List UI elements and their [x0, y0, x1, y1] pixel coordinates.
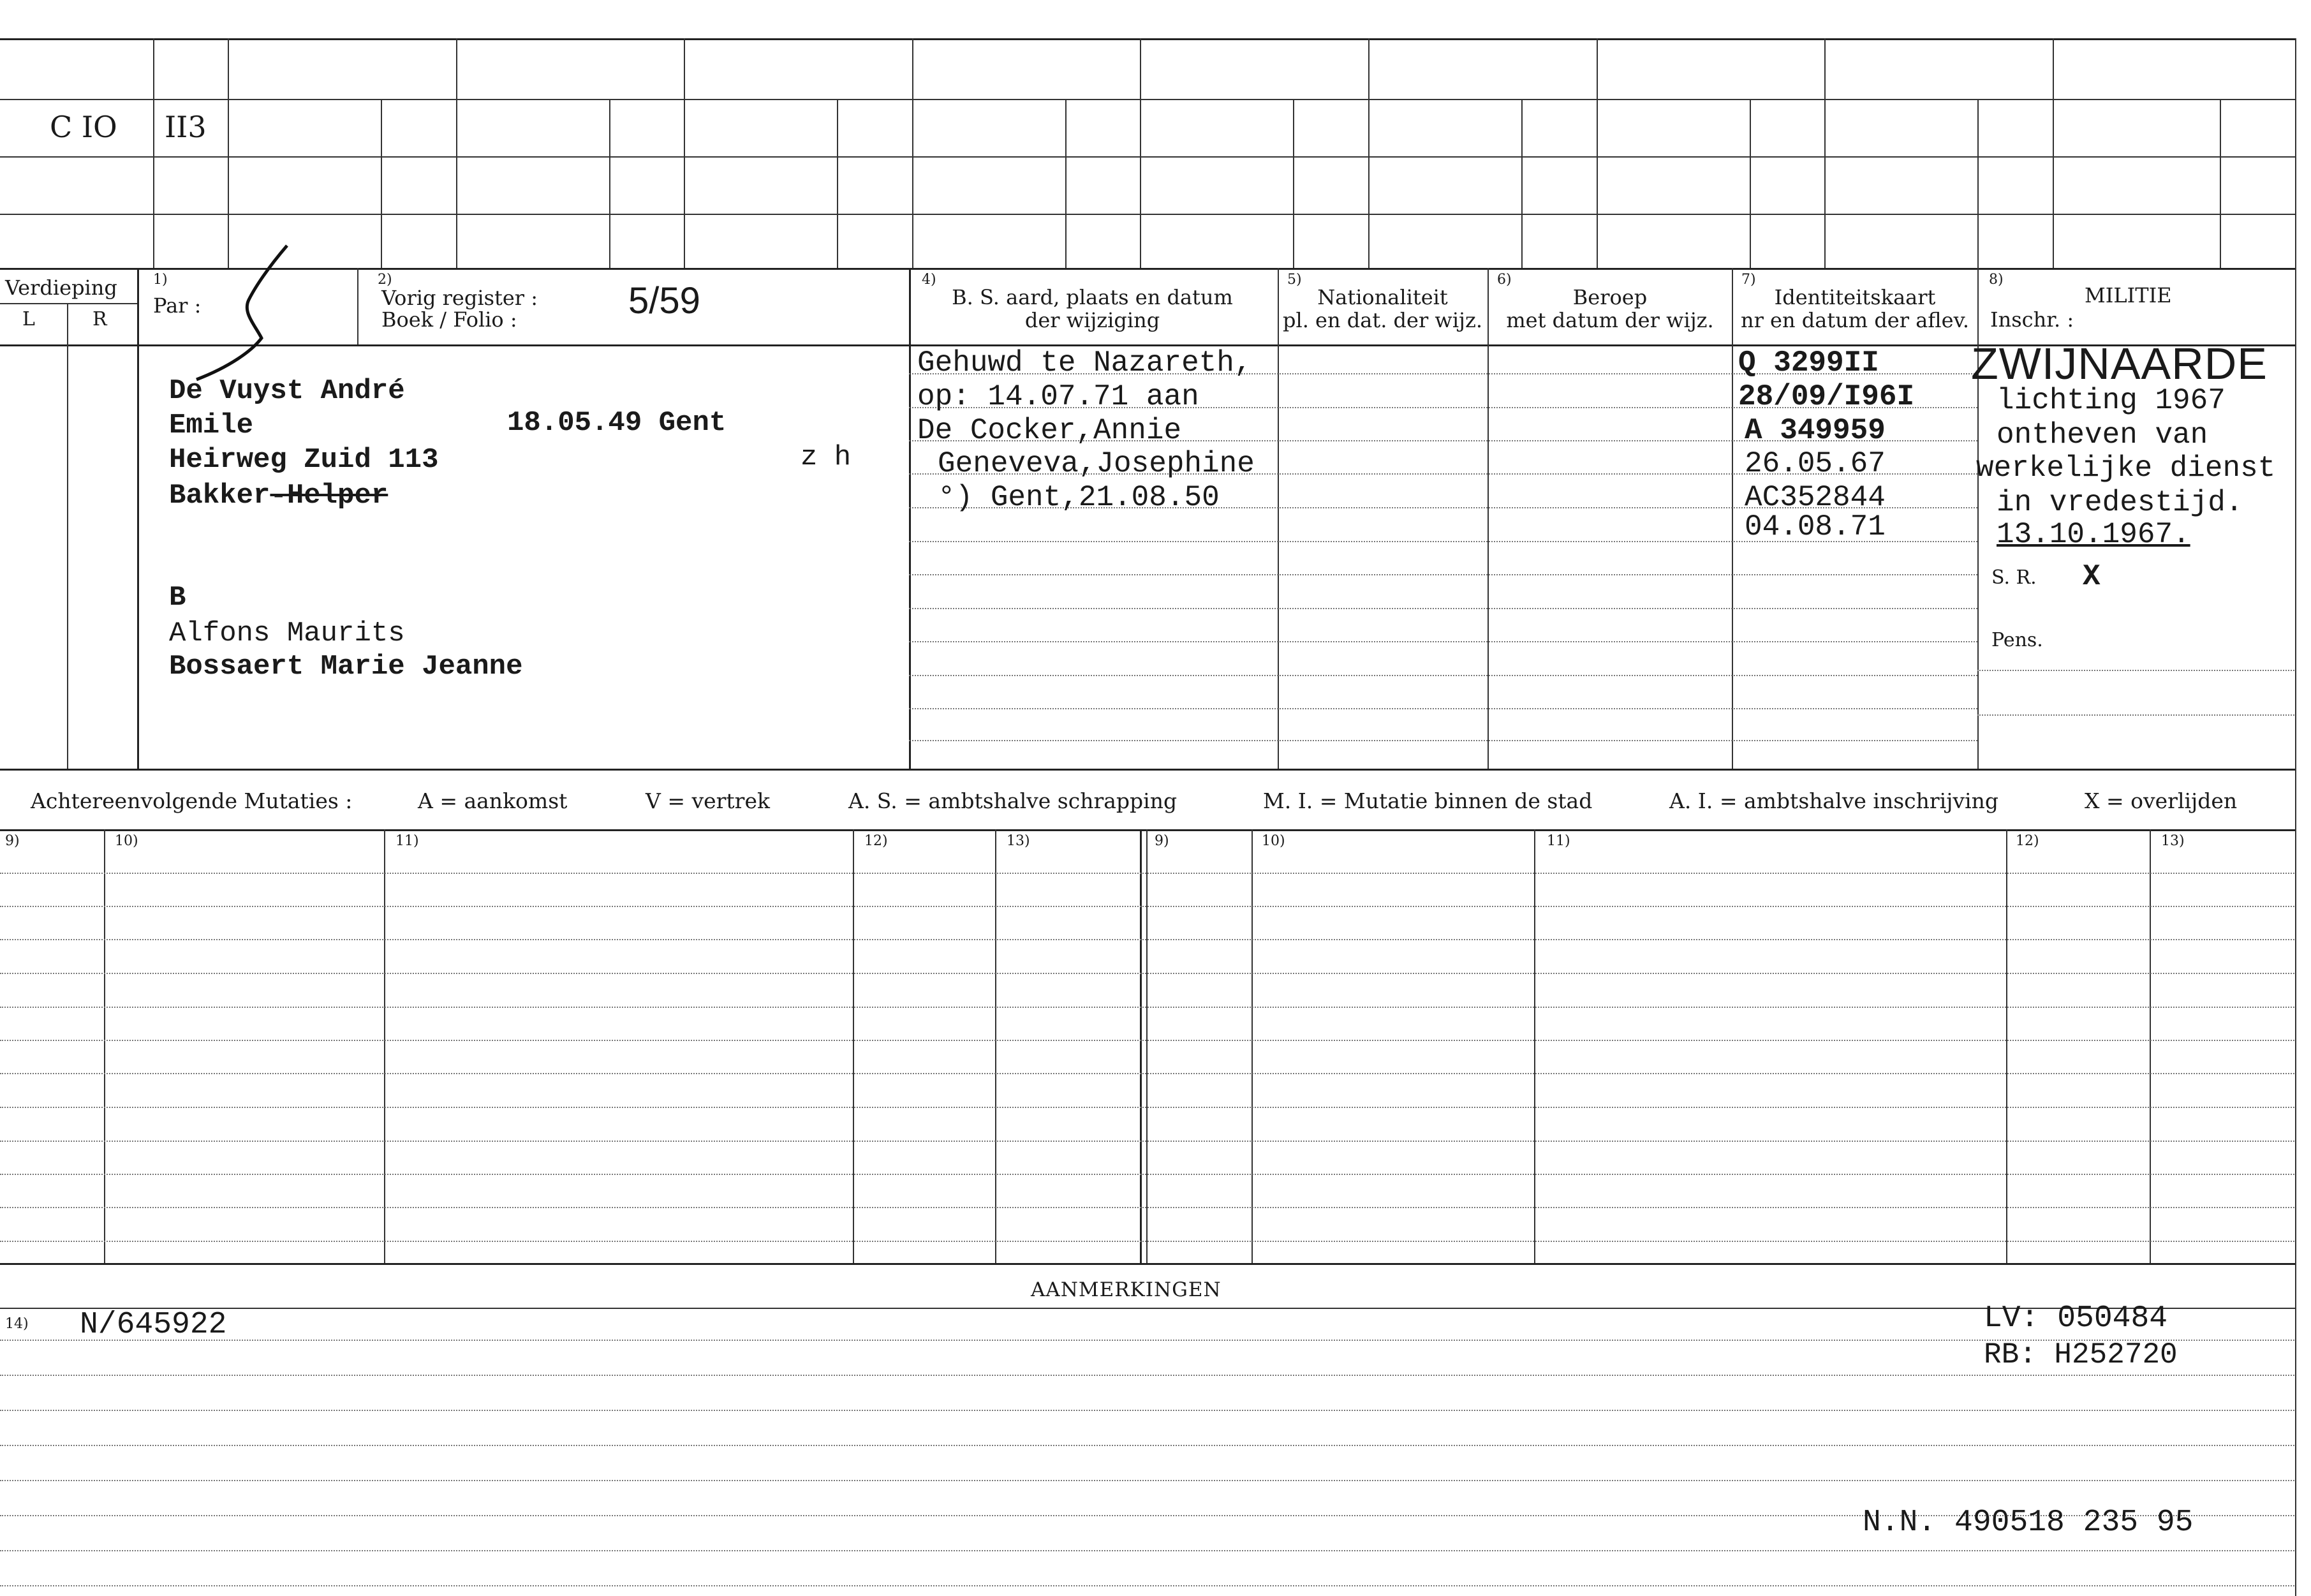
dotted-rule	[1977, 714, 2296, 716]
person-name: De Vuyst André	[169, 375, 405, 407]
person-address: Heirweg Zuid 113	[169, 444, 439, 476]
col-rule	[384, 829, 385, 1263]
remarks-lv: LV: 050484	[1984, 1301, 2168, 1336]
mutation-col-num: 10)	[1262, 833, 1285, 849]
col-rule	[1750, 99, 1751, 268]
par-label: Par :	[153, 293, 202, 318]
nat-num: 5)	[1287, 272, 1302, 288]
id-header	[1734, 286, 1976, 332]
id-entry: AC352844	[1745, 481, 1886, 514]
dotted-rule	[0, 873, 2296, 874]
col-rule	[1732, 268, 1733, 769]
dotted-rule	[0, 1141, 2296, 1142]
col-rule	[2220, 99, 2221, 268]
row-rule	[0, 156, 2296, 158]
bs-entry: De Cocker,Annie	[917, 414, 1182, 447]
militie-place-stamp: ZWIJNAARDE	[1971, 339, 2268, 388]
col-rule	[853, 829, 854, 1263]
dotted-rule	[0, 1410, 2296, 1411]
dotted-rule	[0, 1007, 2296, 1008]
verdieping-l: L	[22, 308, 35, 330]
boek-folio-label: Boek / Folio :	[381, 307, 517, 332]
remarks-rule	[0, 1308, 2296, 1309]
col-rule	[1824, 38, 1826, 268]
person-profession	[169, 480, 388, 512]
dotted-rule	[909, 740, 1977, 741]
legend-title: Achtereenvolgende Mutaties :	[31, 788, 353, 813]
bs-header	[919, 286, 1266, 332]
militie-num: 8)	[1989, 272, 2004, 288]
dotted-rule	[0, 1445, 2296, 1446]
profession-struck: -Helper	[270, 480, 388, 512]
beroep-num: 6)	[1497, 272, 1512, 288]
col-rule	[67, 303, 68, 769]
zh-mark: z h	[801, 441, 852, 473]
col-rule	[228, 38, 229, 268]
militie-line: 13.10.1967.	[1997, 518, 2190, 551]
vorig-register-value: 5/59	[628, 280, 700, 321]
dotted-rule	[0, 1107, 2296, 1108]
id-entry: Q 3299II	[1738, 346, 1879, 380]
person-birth: 18.05.49 Gent	[507, 407, 727, 439]
col-rule	[1293, 99, 1294, 268]
mutation-col-num: 10)	[115, 833, 138, 849]
code-113: II3	[165, 110, 207, 144]
mutation-col-num: 11)	[1547, 833, 1570, 849]
beroep-header	[1489, 286, 1731, 332]
col-rule	[1140, 38, 1141, 268]
dotted-rule	[0, 1207, 2296, 1208]
id-header-line1: Identiteitskaart	[1774, 285, 1936, 309]
militie-line: ontheven van	[1997, 418, 2208, 452]
dotted-rule	[909, 675, 1977, 676]
code-c10: C IO	[50, 110, 117, 144]
row-rule	[0, 268, 2296, 270]
mutations-bottom	[0, 1263, 2296, 1265]
col-rule	[909, 268, 911, 769]
right-edge	[2295, 38, 2296, 1596]
dotted-rule	[0, 939, 2296, 940]
top-border	[0, 38, 2296, 40]
col-rule	[381, 99, 382, 268]
dotted-rule	[909, 708, 1977, 709]
militie-line: in vredestijd.	[1997, 486, 2243, 519]
col-rule	[1597, 38, 1598, 268]
dotted-rule	[0, 973, 2296, 974]
legend-a: A = aankomst	[418, 788, 568, 813]
col-rule	[1977, 99, 1979, 268]
id-entry: 04.08.71	[1745, 510, 1886, 543]
nat-header	[1279, 286, 1486, 332]
dotted-rule	[1977, 670, 2296, 671]
inschr-label: Inschr. :	[1990, 307, 2074, 332]
vorig-register-label: Vorig register :	[381, 286, 538, 310]
dotted-rule	[0, 906, 2296, 907]
mutation-col-num: 13)	[1007, 833, 1030, 849]
dotted-rule	[0, 1375, 2296, 1376]
col-rule	[684, 38, 685, 268]
profession-main: Bakker	[169, 480, 270, 512]
col-rule	[995, 829, 996, 1263]
id-header-line2: nr en datum der aflev.	[1740, 308, 1970, 332]
bs-entry: °) Gent,21.08.50	[938, 481, 1220, 514]
col-rule	[837, 99, 838, 268]
verdieping-rule	[0, 303, 137, 304]
militie-line: werkelijke dienst	[1976, 452, 2276, 485]
col-rule	[1368, 38, 1370, 268]
dotted-rule	[0, 1073, 2296, 1074]
pens-label: Pens.	[1991, 629, 2043, 651]
col-rule	[456, 38, 457, 268]
col-rule	[609, 99, 610, 268]
col-rule	[1521, 99, 1523, 268]
beroep-header-line2: met datum der wijz.	[1506, 308, 1714, 332]
col-rule	[2150, 829, 2151, 1263]
legend-ai: A. I. = ambtshalve inschrijving	[1669, 788, 1999, 813]
id-num: 7)	[1741, 272, 1756, 288]
id-entry: A 349959	[1745, 414, 1886, 447]
militie-line: lichting 1967	[1997, 384, 2226, 417]
dotted-rule	[0, 1480, 2296, 1481]
col-rule	[2053, 38, 2054, 268]
col-rule	[1534, 829, 1535, 1263]
col-rule	[1488, 268, 1489, 769]
bs-entry: Gehuwd te Nazareth,	[917, 346, 1252, 380]
body-bottom	[0, 769, 2296, 771]
dotted-rule	[0, 1040, 2296, 1041]
vorig-num: 2)	[378, 272, 392, 288]
remarks-title: AANMERKINGEN	[1031, 1278, 1222, 1301]
remarks-rb: RB: H252720	[1984, 1338, 2178, 1371]
remarks-n-value: N/645922	[80, 1308, 227, 1342]
bs-entry: Geneveva,Josephine	[938, 447, 1255, 480]
col-rule	[153, 38, 154, 268]
pen-stroke-signature	[191, 242, 300, 389]
par-num: 1)	[153, 272, 168, 288]
col-rule	[1065, 99, 1067, 268]
verdieping-label: Verdieping	[5, 276, 117, 300]
sr-value: X	[2083, 560, 2101, 593]
col-rule	[137, 268, 139, 769]
bs-header-line1: B. S. aard, plaats en datum	[952, 285, 1233, 309]
col-rule	[104, 829, 105, 1263]
col-rule	[1251, 829, 1253, 1263]
mutation-col-num: 9)	[1155, 833, 1169, 849]
id-entry: 26.05.67	[1745, 447, 1886, 480]
sr-label: S. R.	[1991, 566, 2037, 589]
col-rule	[2006, 829, 2007, 1263]
dotted-rule	[0, 1550, 2296, 1551]
col-rule	[1278, 268, 1279, 769]
col-rule	[1140, 829, 1142, 1263]
mutation-col-num: 12)	[2016, 833, 2039, 849]
mutation-col-num: 9)	[5, 833, 20, 849]
dotted-rule	[0, 1174, 2296, 1175]
bs-num: 4)	[922, 272, 936, 288]
mutation-col-num: 12)	[864, 833, 888, 849]
legend-v: V = vertrek	[646, 788, 770, 813]
dotted-rule	[0, 1241, 2296, 1242]
col-rule	[912, 38, 913, 268]
id-entry: 28/09/I96I	[1738, 380, 1915, 413]
row-rule	[0, 214, 2296, 215]
dotted-rule	[0, 1585, 2296, 1586]
nat-header-line2: pl. en dat. der wijz.	[1282, 308, 1482, 332]
dotted-rule	[909, 574, 1977, 575]
col-rule	[357, 268, 358, 344]
legend-mi: M. I. = Mutatie binnen de stad	[1263, 788, 1593, 813]
row-rule	[0, 99, 2296, 100]
b-mark: B	[169, 582, 186, 614]
legend-x: X = overlijden	[2085, 788, 2238, 813]
person-first-name: Emile	[169, 410, 254, 441]
remarks-nn: N.N. 490518 235 95	[1863, 1505, 2194, 1540]
bs-header-line2: der wijziging	[1024, 308, 1160, 332]
bs-entry: op: 14.07.71 aan	[917, 380, 1199, 413]
mother-name: Bossaert Marie Jeanne	[169, 651, 523, 683]
beroep-header-line1: Beroep	[1572, 285, 1648, 309]
col-rule	[1146, 829, 1148, 1263]
legend-as: A. S. = ambtshalve schrapping	[848, 788, 1178, 813]
mutation-col-num: 13)	[2161, 833, 2185, 849]
dotted-rule	[0, 1340, 2296, 1341]
verdieping-r: R	[92, 308, 107, 330]
dotted-rule	[909, 608, 1977, 609]
father-name: Alfons Maurits	[169, 617, 405, 649]
mutation-col-num: 11)	[395, 833, 419, 849]
mutations-top	[0, 829, 2296, 831]
nat-header-line1: Nationaliteit	[1317, 285, 1448, 309]
dotted-rule	[909, 641, 1977, 642]
militie-title: MILITIE	[2085, 283, 2172, 307]
remarks-num: 14)	[5, 1316, 29, 1332]
